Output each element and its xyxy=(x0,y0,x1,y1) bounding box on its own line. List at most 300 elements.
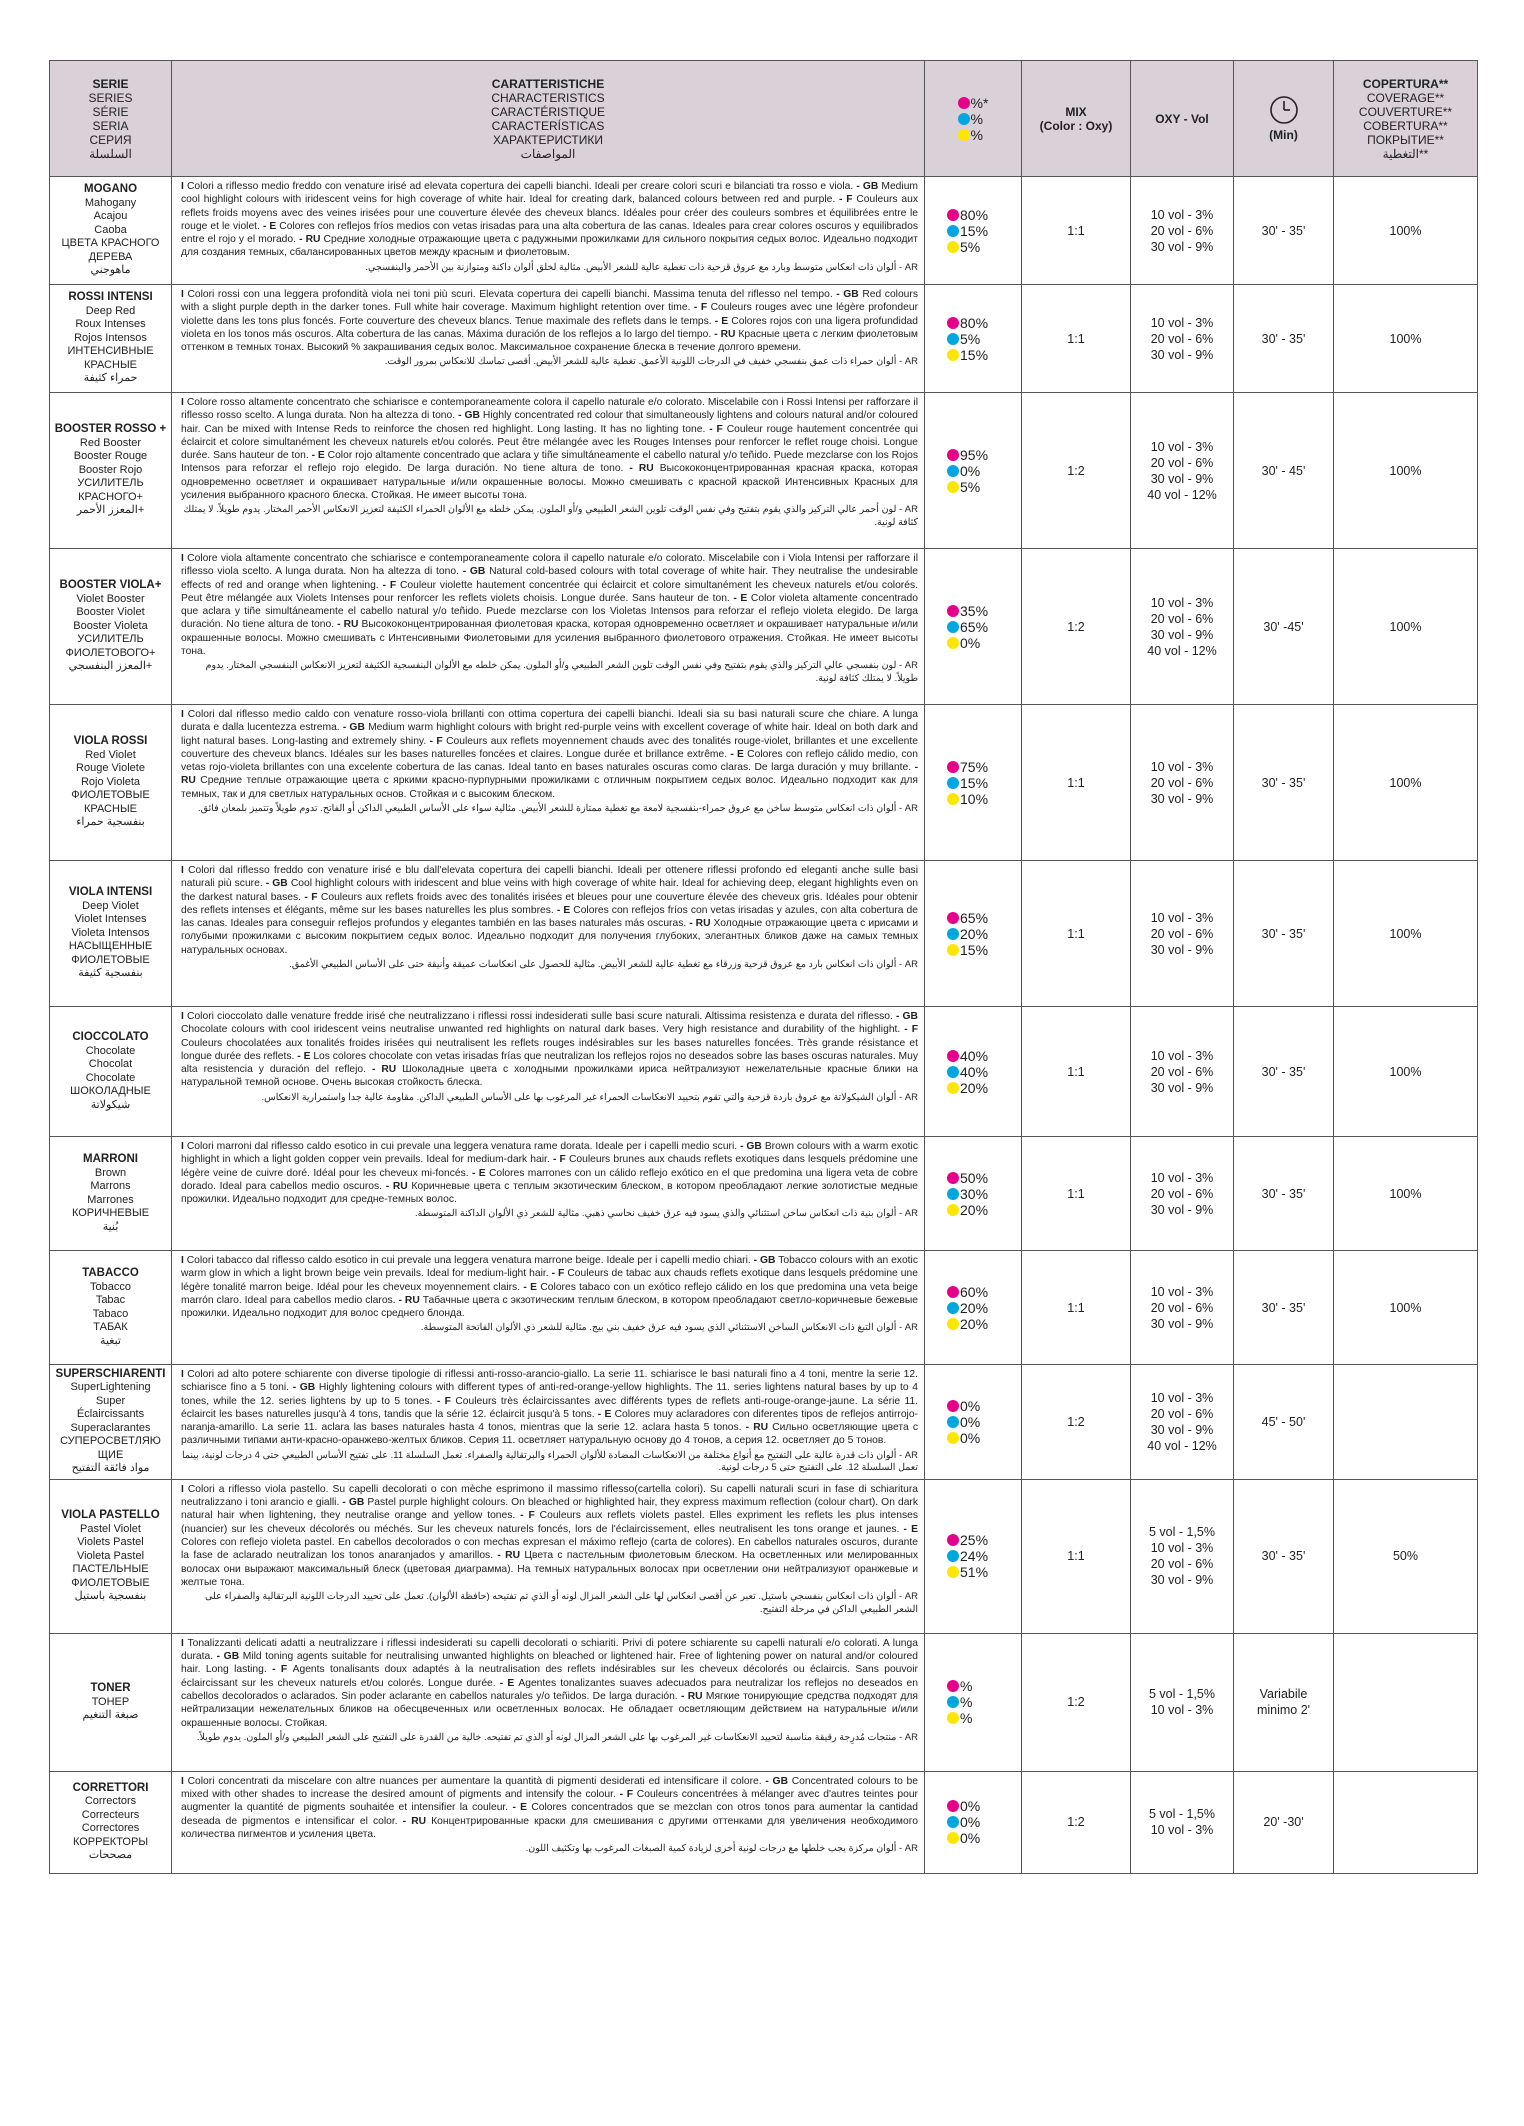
characteristics-text: I Colori cioccolato dalle venature fredde irisé che neutralizzano i riflessi rossi indesiderati sulle basi scure naturali. Altissima resistenza e durata del riflesso. - GB Chocolate colours with cool iridescent veins neutralise unwanted red highlights on natural dark bases. Very high resistance and durability of the highlight. - F Couleurs chocolatées aux tonalités froides irisées qui neutralisent les reflets rouges indésirables sur les bases naturelles foncées. Très grande résistance et longue durée des reflets. - E Los colores chocolate con vetas irisadas frías que neutralizan los reflejos rojos no deseados sobre las bases oscuras naturales. Muy alta resistencia y duración del reflejo. - RU Шоколадные цвета с холодными прожилками ириса нейтрализуют нежелательные красные блики на натуральной темной основе. Очень высокая стойкость блеска. xyxy=(181,1011,919,1089)
mix-ratio: 1:1 xyxy=(1022,177,1131,285)
serie-translation: Violet Intenses xyxy=(74,913,147,926)
header-char-ru: ХАРАКТЕРИСТИКИ xyxy=(492,132,603,147)
serie-translation: Tobacco xyxy=(90,1280,131,1293)
table-row xyxy=(50,177,1478,285)
serie-translation: Rouge Violete xyxy=(76,762,145,775)
serie-translation: المعزز البنفسجي+ xyxy=(68,660,153,673)
pigment-cell xyxy=(925,861,1022,1007)
mix-ratio: 1:1 xyxy=(1022,285,1131,393)
processing-time: 30' - 35' xyxy=(1261,1300,1306,1315)
header-cov-ar: التغطية** xyxy=(1382,146,1429,161)
serie-translation: Marrons xyxy=(90,1180,131,1192)
pigment-cell xyxy=(925,1365,1022,1480)
oxy-volume: 10 vol - 3% xyxy=(1150,439,1214,454)
serie-name: CIOCCOLATO xyxy=(72,1031,149,1043)
oxy-volume: 20 vol - 6% xyxy=(1150,455,1214,470)
serie-translation: حمراء كثيفة xyxy=(83,372,138,385)
serie-cell xyxy=(50,1633,172,1771)
serie-name: VIOLA INTENSI xyxy=(68,886,153,899)
oxy-volume: 20 vol - 6% xyxy=(1150,775,1214,790)
coverage-value: 100% xyxy=(1334,1251,1478,1365)
oxy-volume: 10 vol - 3% xyxy=(1150,207,1214,222)
cyan-dot-icon xyxy=(947,1188,959,1200)
oxy-cell xyxy=(1131,1479,1234,1633)
serie-name: TABACCO xyxy=(82,1267,139,1279)
serie-translation: Correctors xyxy=(84,1795,137,1808)
characteristics-cell xyxy=(172,549,925,705)
serie-cell xyxy=(50,1771,172,1873)
oxy-volume: 30 vol - 9% xyxy=(1150,1080,1214,1095)
characteristics-arabic-text: AR - ألوان ذات قدرة عالية على التفتيح مع أنواع مختلفة من الانعكاسات المضادة للألوان الحمراء والبرتقالية والصفراء. تعمل السلسلة 11. على تفتيح الأساس الطبيعي حتى 4 درجات لونية، بينما تعمل السلسلة 12. على التفتيح حتى 5 درجات لونية. xyxy=(181,1449,918,1474)
pct-magenta: 75% xyxy=(960,758,989,775)
serie-translation: ماهوجني xyxy=(90,264,131,277)
magenta-dot-icon xyxy=(947,209,959,221)
coverage-value: 100% xyxy=(1334,1007,1478,1137)
table-row xyxy=(50,1633,1478,1771)
serie-translation: Pastel Violet xyxy=(80,1522,141,1535)
characteristics-arabic-text: AR - ألوان ذات انعكاس بنفسجي باستيل. تعبر عن أقصى انعكاس لها على الشعر المزال لونه أو الذي تم تفتيحه (حافظة الألوان). تعمل على تحييد الدرجات اللونية البرتقالية والصفراء على الشعر الطبيعي الداكن في مرحلة التفتيح. xyxy=(205,1591,918,1615)
characteristics-text: I Colore viola altamente concentrato che schiarisce e contemporaneamente colora il capello naturale e/o colorato. Miscelabile con i Viola Intensi per rafforzare il riflesso viola scelto. A lunga durata. Non ha altezza di tono. - GB Natural cold-based colours with total coverage of white hair. They neutralise the undesirable effects of red and orange when lightening. - F Couleur violette hautement concentrée qui éclaircit et colore simultanément les cheveux naturels et/ou colorés. Peut être mélangée aux Violets Intenses pour renforcer les reflets violets choisis. Longue durée. Sans hauteur de ton. - E Color violeta altamente concentrado que aclara y tiñe simultáneamente el cabello natural y/o teñido. Puede mezclarse con los Violetas Intensos para reforzar el reflejo violeta elegido. De larga duración. No tiene altura de tono. - RU Высококонцентрированная фиолетовая краска, которая одновременно осветляет и окрашивает натуральные и/или окрашенные волосы. Можно смешивать с Интенсивными Фиолетовыми для усиления выбранного фиолетового отражения. Стойкая. Не имеет высоты тона. xyxy=(181,553,919,658)
table-row xyxy=(50,1251,1478,1365)
serie-translation: بنفسجية باستيل xyxy=(74,1590,147,1603)
table-row xyxy=(50,393,1478,549)
magenta-dot-icon xyxy=(947,1534,959,1546)
header-char-it: CARATTERISTICHE xyxy=(491,76,605,91)
pct-yellow: 20% xyxy=(960,1079,989,1096)
yellow-dot-icon xyxy=(947,1318,959,1330)
serie-cell xyxy=(50,1251,172,1365)
pct-yellow: % xyxy=(960,1710,973,1727)
processing-time-cell xyxy=(1234,1633,1334,1771)
serie-translation: ФИОЛЕТОВЫЕ xyxy=(71,1576,150,1589)
oxy-volume: 30 vol - 9% xyxy=(1150,627,1214,642)
header-pigment-percentages xyxy=(925,61,1022,177)
processing-time: 30' - 35' xyxy=(1261,1549,1306,1564)
cyan-dot-icon xyxy=(947,465,959,477)
serie-translation: КРАСНЫЕ xyxy=(83,802,138,815)
header-char-ar: المواصفات xyxy=(520,146,576,161)
serie-translation: КРАСНОГО+ xyxy=(78,490,143,503)
table-row xyxy=(50,549,1478,705)
characteristics-arabic-text: AR - ألوان مركزة يجب خلطها مع درجات لونية أخرى لزيادة كمية الصبغات المرغوب بها وتكثيف اللون. xyxy=(525,1843,918,1855)
oxy-volume: 30 vol - 9% xyxy=(1150,1202,1214,1217)
serie-translation: КРАСНЫЕ xyxy=(83,358,138,371)
pct-magenta: 50% xyxy=(960,1169,989,1186)
serie-translation: مصححات xyxy=(88,1849,133,1862)
oxy-volume: 10 vol - 3% xyxy=(1150,1048,1214,1063)
header-oxy xyxy=(1131,61,1234,177)
oxy-cell xyxy=(1131,1251,1234,1365)
processing-time: minimo 2' xyxy=(1256,1703,1311,1718)
characteristics-text: I Colori concentrati da miscelare con altre nuances per aumentare la quantità di pigmenti desiderati ed intensificare il colore. - GB Concentrated colours to be mixed with other shades to increase the desired amount of pigments and intensify the colour. - F Couleurs concentrées à mélanger avec d'autres teintes pour augmenter la quantité de pigments souhaitée et intensifier la couleur. - E Colores concentrados que se mezclan con otros tonos para aumentar la cantidad deseada de pigmentos e intensificar el color. - RU Концентрированные краски для смешивания с другими оттенками для увеличения необходимого количества пигментов и усиления цвета. xyxy=(181,1775,918,1840)
oxy-cell xyxy=(1131,177,1234,285)
processing-time: 30' - 35' xyxy=(1261,775,1306,790)
oxy-cell xyxy=(1131,1633,1234,1771)
pigment-cell xyxy=(925,177,1022,285)
yellow-dot-icon xyxy=(947,637,959,649)
oxy-volume: 40 vol - 12% xyxy=(1147,487,1217,502)
serie-translation: Booster Rouge xyxy=(73,450,148,463)
header-serie-fr: SÉRIE xyxy=(92,104,129,119)
serie-cell xyxy=(50,861,172,1007)
characteristics-text: I Colori marroni dal riflesso caldo esotico in cui prevale una leggera venatura rame dorata. Ideale per i capelli medio scuri. - GB Brown colours with a warm exotic highlight in which a light golden copper vein prevails. Ideal for medium-dark hair. - F Couleurs brunes aux chauds reflets exotiques dans lesquels prédomine une légère veine de cuivre doré. Idéal pour les cheveux mi-foncés. - E Colores marrones con un cálido reflejo exótico en el que predomina una ligera veta de cobre dorado. Ideal para cabellos medio oscuros. - RU Коричневые цвета с теплым экзотическим блеском, в котором преобладают легкие золотистые медные прожилки. Идеально подходит для средне-темных волос. xyxy=(181,1141,918,1206)
characteristics-cell xyxy=(172,1479,925,1633)
header-pct-cyan: % xyxy=(970,110,983,127)
characteristics-cell xyxy=(172,1771,925,1873)
characteristics-arabic-text: AR - ألوان ذات انعكاس متوسط ساخن مع عروق حمراء-بنفسجية لامعة مع تغطية ممتازة للشعر الأبيض. مثالية سواء على الأساس الطبيعي الداكن أو الفاتح. تدوم طويلاً وتتميز بلمعان فائق. xyxy=(198,803,918,815)
serie-translation: Rojo Violeta xyxy=(80,775,141,788)
serie-cell xyxy=(50,393,172,549)
processing-time: 30' - 35' xyxy=(1261,223,1306,238)
processing-time: 30' - 35' xyxy=(1261,1186,1306,1201)
serie-translation: ДЕРЕВА xyxy=(88,250,133,263)
oxy-volume: 5 vol - 1,5% xyxy=(1148,1807,1215,1822)
cyan-dot-icon xyxy=(947,1416,959,1428)
serie-cell xyxy=(50,177,172,285)
serie-translation: ФИОЛЕТОВОГО+ xyxy=(65,646,156,659)
yellow-dot-icon xyxy=(947,481,959,493)
mix-ratio: 1:1 xyxy=(1022,1251,1131,1365)
serie-cell xyxy=(50,705,172,861)
serie-cell xyxy=(50,1479,172,1633)
processing-time-cell xyxy=(1234,549,1334,705)
serie-translation: Booster Violeta xyxy=(73,619,148,632)
magenta-dot-icon xyxy=(947,1400,959,1412)
pct-cyan: 65% xyxy=(960,618,989,635)
coverage-value: 100% xyxy=(1334,177,1478,285)
serie-translation: المعزز الأحمر+ xyxy=(76,504,145,517)
oxy-volume: 5 vol - 1,5% xyxy=(1148,1687,1215,1702)
serie-translation: Red Violet xyxy=(85,748,136,761)
characteristics-text: I Tonalizzanti delicati adatti a neutralizzare i riflessi indesiderati su capelli decolorati o schiariti. Privi di potere schiarente su capelli naturali e/o colorati. A lunga durata. - GB Mild toning agents suitable for neutralising unwanted highlights on bleached or lightened hair. Free of lightening power on natural and/or coloured hair. Long lasting. - F Agents tonalisants doux adaptés à la neutralisation des reflets indésirables sur les cheveux décolorés ou éclaircis. Sans pouvoir éclaircissant sur les cheveux naturels et/ou colorés. Longue durée. - E Agentes tonalizantes suaves adecuados para neutralizar los reflejos no deseados en cabellos decolorados o aclarados. Sin poder aclarante en cabellos naturales y/o teñidos. De larga duración. - RU Мягкие тонирующие средства подходят для нейтрализации нежелательных бликов на обесцвеченных или осветленных волосах. Не обладает осветляющим действием на натуральные и/или окрашенные волосы. Стойкая. xyxy=(181,1637,918,1729)
characteristics-cell xyxy=(172,1251,925,1365)
oxy-volume: 20 vol - 6% xyxy=(1150,1186,1214,1201)
table-row xyxy=(50,705,1478,861)
oxy-volume: 10 vol - 3% xyxy=(1150,1823,1214,1838)
header-char-fr: CARACTÉRISTIQUE xyxy=(490,104,605,119)
serie-translation: ИНТЕНСИВНЫЕ xyxy=(67,345,154,358)
cyan-dot-icon xyxy=(947,1550,959,1562)
serie-translation: ПАСТЕЛЬНЫЕ xyxy=(72,1563,149,1576)
magenta-dot-icon xyxy=(958,97,970,109)
table-row xyxy=(50,861,1478,1007)
yellow-dot-icon xyxy=(947,1712,959,1724)
pct-cyan: 5% xyxy=(960,330,981,347)
coverage-value: 100% xyxy=(1334,861,1478,1007)
oxy-cell xyxy=(1131,285,1234,393)
oxy-volume: 30 vol - 9% xyxy=(1150,791,1214,806)
serie-translation: Correctores xyxy=(81,1822,140,1835)
coverage-value: 50% xyxy=(1334,1479,1478,1633)
oxy-volume: 10 vol - 3% xyxy=(1150,910,1214,925)
oxy-cell xyxy=(1131,1365,1234,1480)
processing-time: 30' - 35' xyxy=(1261,926,1306,941)
serie-translation: НАСЫЩЕННЫЕ xyxy=(68,940,153,953)
characteristics-cell xyxy=(172,1633,925,1771)
oxy-volume: 30 vol - 9% xyxy=(1150,239,1214,254)
serie-translation: УСИЛИТЕЛЬ xyxy=(77,633,144,646)
oxy-volume: 10 vol - 3% xyxy=(1150,1390,1214,1405)
serie-translation: ФИОЛЕТОВЫЕ xyxy=(71,789,150,802)
magenta-dot-icon xyxy=(947,1800,959,1812)
processing-time: 45' - 50' xyxy=(1261,1414,1306,1429)
header-cov-ru: ПОКРЫТИЕ** xyxy=(1367,132,1444,147)
magenta-dot-icon xyxy=(947,1680,959,1692)
oxy-cell xyxy=(1131,1007,1234,1137)
serie-translation: УСИЛИТЕЛЬ xyxy=(77,477,144,490)
coverage-value: 100% xyxy=(1334,1137,1478,1251)
magenta-dot-icon xyxy=(947,912,959,924)
mix-ratio: 1:2 xyxy=(1022,549,1131,705)
characteristics-arabic-text: AR - ألوان التبغ ذات الانعكاس الساخن الاستثنائي الذي يسود فيه عرق خفيف بني بيج. مثالية للشعر ذي الألوان الفاتحة المتوسطة. xyxy=(420,1322,918,1334)
header-mix-title: MIX xyxy=(1065,104,1087,119)
header-cov-en: COVERAGE** xyxy=(1366,90,1445,105)
oxy-volume: 10 vol - 3% xyxy=(1150,1170,1214,1185)
serie-translation: Violet Booster xyxy=(76,592,145,605)
magenta-dot-icon xyxy=(947,1050,959,1062)
header-pct-magenta: %* xyxy=(970,94,989,111)
serie-translation: Roux Intenses xyxy=(75,318,146,331)
yellow-dot-icon xyxy=(947,793,959,805)
serie-translation: شيكولاتة xyxy=(90,1098,131,1111)
magenta-dot-icon xyxy=(947,1286,959,1298)
oxy-volume: 5 vol - 1,5% xyxy=(1148,1525,1215,1540)
characteristics-cell xyxy=(172,1007,925,1137)
serie-name: SUPERSCHIARENTI xyxy=(55,1367,166,1380)
magenta-dot-icon xyxy=(947,449,959,461)
magenta-dot-icon xyxy=(947,761,959,773)
oxy-volume: 40 vol - 12% xyxy=(1147,643,1217,658)
characteristics-text: I Colori a riflesso viola pastello. Su capelli decolorati o con mèche esprimono il massimo riflesso(cartella colori). Su capelli naturali scuri in fase di schiaritura neutralizzano i toni arancio e gialli. - GB Pastel purple highlight colours. On bleached or highlighted hair, they express maximum reflection (colour chart). On dark natural hair when lightening, they neutralise orange and yellow tones. - F Couleurs aux reflets violets pastel. Elles expriment les reflets les plus intenses (nuancier) sur les cheveux décolorés ou méchés. Sur les cheveux naturels foncés, lors de l'éclaircissement, elles neutralisent les tons orange et jaunes. - E Colores con reflejo violeta pastel. En cabellos decolorados o con mechas expresan el máximo reflejo (carta de colores). En cabellos naturales oscuros, durante la fase de aclarado neutralizan los tonos anaranjados y amarillos. - RU Цвета с пастельным фиолетовым блеском. На осветленных или мелированных волосах они выражают максимальный блеск (цветовая диаграмма). На темных натуральных волосах при осветлении они нейтрализуют оранжевые и желтые тона. xyxy=(181,1483,918,1588)
serie-translation: Caoba xyxy=(94,223,127,236)
pigment-cell xyxy=(925,1007,1022,1137)
pct-magenta: % xyxy=(960,1678,973,1695)
serie-name: TONER xyxy=(90,1682,131,1695)
serie-translation: КОРРЕКТОРЫ xyxy=(72,1835,149,1848)
serie-name: CORRETTORI xyxy=(72,1781,149,1794)
oxy-volume: 30 vol - 9% xyxy=(1150,1422,1214,1437)
yellow-dot-icon xyxy=(947,1832,959,1844)
oxy-volume: 20 vol - 6% xyxy=(1150,1406,1214,1421)
processing-time-cell xyxy=(1234,1251,1334,1365)
oxy-volume: 10 vol - 3% xyxy=(1150,315,1214,330)
characteristics-arabic-text: AR - منتجات مُدرِجة رقيقة مناسبة لتحييد الانعكاسات غير المرغوب بها على الشعر المزال لونه أو الذي تم تفتيحه. خالية من القدرة على التفتيح على الشعر الطبيعي و/أو الملون. يدوم طويلاً. xyxy=(196,1731,918,1743)
magenta-dot-icon xyxy=(947,1172,959,1184)
mix-ratio: 1:2 xyxy=(1022,1633,1131,1771)
yellow-dot-icon xyxy=(958,129,970,141)
mix-ratio: 1:1 xyxy=(1022,1137,1131,1251)
oxy-volume: 30 vol - 9% xyxy=(1150,471,1214,486)
serie-translation: Éclaircissants xyxy=(76,1408,145,1421)
header-coverage xyxy=(1334,61,1478,177)
processing-time-cell xyxy=(1234,1365,1334,1480)
serie-translation: Brown xyxy=(94,1166,127,1179)
pct-magenta: 0% xyxy=(960,1397,981,1414)
serie-translation: بنفسجية كثيفة xyxy=(78,967,143,980)
serie-translation: Deep Red xyxy=(85,304,136,317)
oxy-cell xyxy=(1131,1771,1234,1873)
coverage-value xyxy=(1334,1771,1478,1873)
pct-cyan: 15% xyxy=(960,222,989,239)
mix-ratio: 1:2 xyxy=(1022,393,1131,549)
serie-translation: ТАБАК xyxy=(93,1321,128,1333)
serie-translation: ШОКОЛАДНЫЕ xyxy=(70,1085,151,1097)
pigment-cell xyxy=(925,1479,1022,1633)
serie-translation: صبغة التنغيم xyxy=(82,1709,139,1722)
cyan-dot-icon xyxy=(947,1302,959,1314)
header-mix xyxy=(1022,61,1131,177)
oxy-volume: 30 vol - 9% xyxy=(1150,1573,1214,1588)
header-pct-yellow: % xyxy=(970,126,983,143)
pct-cyan: 0% xyxy=(960,1814,981,1831)
pct-cyan: % xyxy=(960,1694,973,1711)
characteristics-text: I Colori tabacco dal riflesso caldo esotico in cui prevale una leggera venatura marrone beige. Ideale per i capelli medio chiari. - GB Tobacco colours with an exotic warm glow in which a light brown beige vein prevails. Ideal for medium-light hair. - F Couleurs de tabac aux chauds reflets exotique dans lesquels prédomine une légère tonalité marron beige. Idéal pour les cheveux moyennement clairs. - E Colores tabaco con un exótico reflejo cálido en los que predomina una veta beige marrón claro. Ideal para cabellos medio claros. - RU Табачные цвета с экзотическим теплым блеском, в котором преобладают светло-коричневые бежевые прожилки. Идеально подходит для волос среднего блонда. xyxy=(181,1255,918,1320)
pct-yellow: 15% xyxy=(960,941,989,958)
pct-cyan: 0% xyxy=(960,1413,981,1430)
coverage-value xyxy=(1334,1633,1478,1771)
serie-translation: Super xyxy=(95,1394,126,1407)
serie-translation: КОРИЧНЕВЫЕ xyxy=(71,1207,150,1219)
pct-yellow: 51% xyxy=(960,1564,989,1581)
yellow-dot-icon xyxy=(947,1082,959,1094)
characteristics-cell xyxy=(172,861,925,1007)
processing-time-cell xyxy=(1234,393,1334,549)
characteristics-arabic-text: AR - ألوان ذات انعكاس بارد مع عروق قزحية وزرقاء مع تغطية عالية للشعر الأبيض. مثالية للحصول على انعكاسات عميقة وأنيقة حتى على الأساس الطبيعي الأغمق. xyxy=(289,959,918,971)
serie-translation: Chocolate xyxy=(85,1044,136,1057)
yellow-dot-icon xyxy=(947,241,959,253)
serie-translation: Marrones xyxy=(87,1193,134,1206)
oxy-volume: 10 vol - 3% xyxy=(1150,1541,1214,1556)
processing-time-cell xyxy=(1234,861,1334,1007)
oxy-cell xyxy=(1131,861,1234,1007)
pigment-cell xyxy=(925,549,1022,705)
cyan-dot-icon xyxy=(947,621,959,633)
cyan-dot-icon xyxy=(947,1816,959,1828)
serie-translation: ФИОЛЕТОВЫЕ xyxy=(71,953,150,966)
pct-yellow: 5% xyxy=(960,238,981,255)
serie-translation: بُنية xyxy=(102,1220,119,1233)
serie-translation: SuperLightening xyxy=(70,1381,151,1394)
header-serie-it: SERIE xyxy=(92,76,129,91)
characteristics-cell xyxy=(172,177,925,285)
cyan-dot-icon xyxy=(947,928,959,940)
serie-translation: Violets Pastel xyxy=(77,1536,144,1549)
cyan-dot-icon xyxy=(947,225,959,237)
yellow-dot-icon xyxy=(947,944,959,956)
pct-cyan: 0% xyxy=(960,462,981,479)
header-serie-es: SERIA xyxy=(92,118,129,133)
header-mix-subtitle: (Color : Oxy) xyxy=(1039,118,1113,133)
pct-cyan: 15% xyxy=(960,774,989,791)
pigment-cell xyxy=(925,1771,1022,1873)
pigment-cell xyxy=(925,285,1022,393)
pigment-cell xyxy=(925,1137,1022,1251)
oxy-volume: 20 vol - 6% xyxy=(1150,331,1214,346)
serie-name: BOOSTER VIOLA+ xyxy=(59,579,162,592)
serie-name: MOGANO xyxy=(83,183,138,196)
characteristics-cell xyxy=(172,1365,925,1480)
product-table-sheet xyxy=(49,60,1478,1874)
characteristics-arabic-text: AR - ألوان الشيكولاتة مع عروق باردة قزحية والتي تقوم بتحييد الانعكاسات الحمراء غير المرغوب بها على الأساس الطبيعي الداكن. مقاومة عالية جدا واستمرارية الانعكاس. xyxy=(261,1091,918,1103)
header-time xyxy=(1234,61,1334,177)
pct-magenta: 35% xyxy=(960,602,989,619)
table-row xyxy=(50,1479,1478,1633)
serie-translation: Rojos Intensos xyxy=(74,331,147,344)
serie-translation: СУПЕРОСВЕТЛЯЮ xyxy=(60,1435,161,1448)
pct-magenta: 80% xyxy=(960,314,989,331)
table-row xyxy=(50,285,1478,393)
oxy-volume: 10 vol - 3% xyxy=(1150,595,1214,610)
oxy-volume: 10 vol - 3% xyxy=(1150,759,1214,774)
serie-translation: بنفسجية حمراء xyxy=(76,816,145,829)
header-char-en: CHARACTERISTICS xyxy=(491,90,605,105)
header-cov-es: COBERTURA** xyxy=(1363,118,1448,133)
serie-name: VIOLA PASTELLO xyxy=(61,1509,160,1522)
oxy-cell xyxy=(1131,1137,1234,1251)
coverage-value: 100% xyxy=(1334,549,1478,705)
header-serie-en: SERIES xyxy=(88,90,133,105)
yellow-dot-icon xyxy=(947,1204,959,1216)
serie-translation: Violeta Pastel xyxy=(76,1549,145,1562)
processing-time-cell xyxy=(1234,177,1334,285)
cyan-dot-icon xyxy=(947,1066,959,1078)
cyan-dot-icon xyxy=(958,113,970,125)
serie-translation: Booster Violet xyxy=(76,606,145,619)
oxy-volume: 20 vol - 6% xyxy=(1150,611,1214,626)
cyan-dot-icon xyxy=(947,777,959,789)
processing-time: 30' - 35' xyxy=(1261,331,1306,346)
characteristics-text: I Colori ad alto potere schiarente con diverse tipologie di riflessi anti-rosso-arancio-giallo. La serie 11. schiarisce le basi naturali fino a 4 toni, mentre la serie 12. schiarisce fino a 5 toni. - GB Highly lightening colours with different types of anti-red-orange-yellow highlights. The 11. series lightens natural bases by up to 4 tones, while the 12. series lightens by up to 5 tones. - F Couleurs très éclaircissantes avec différents types de reflets anti-rouge-orange-jaune. La série 11. éclaircit les bases naturelles jusqu'à 4 tons, tandis que la série 12. éclaircit jusqu'à 5 tons. - E Colores muy aclaradores con diferentes tipos de reflejos antirrojo-naranja-amarillo. La serie 11. aclara las bases naturales hasta 4 tonos, mientras que la serie 12. aclara hasta 5 tonos. - RU Сильно осветляющие цвета с различными типами анти-красно-оранжево-желтых бликов. Серия 11. осветляет натуральную основу до 4 тонов, а серия 12. осветляет до 5 тонов. xyxy=(181,1369,918,1447)
characteristics-text: I Colori dal riflesso medio caldo con venature rosso-viola brillanti con ottima copertura dei capelli bianchi. Ideali sia su basi naturali scure che chiare. A lunga durata e dalla lucentezza estrema. - GB Medium warm highlight colours with bright red-purple veins with excellent coverage of white hair. Ideal on both dark and light natural bases. Long-lasting and extremely shiny. - F Couleurs aux reflets moyennement chauds avec des tonalités rouge-violet, brillantes et une excellente couverture des cheveux blancs. Idéales sur les bases naturelles foncées et claires. Longue durée et brillance extrême. - E Colores con reflejo cálido medio, con vetas rojo-violeta brillantes con una excelente cobertura de las canas. Ideal tanto en bases naturales oscuras como claras. De larga duración y muy brillante. - RU Средние теплые отражающие цвета с яркими красно-пурпурными прожилками с отличным покрытием седых волос. Идеально подходит как для темных, так и для светлых натуральных основ. Стойкая и с высоким блеском. xyxy=(181,709,919,800)
characteristics-text: I Colori rossi con una leggera profondità viola nei toni più scuri. Elevata copertura dei capelli bianchi. Massima tenuta del riflesso nel tempo. - GB Red colours with a slight purple depth in the darker tones. Full white hair coverage. Maximum highlight retention over time. - F Couleurs rouges avec une légère profondeur violette dans les tons plus foncés. Forte couverture des cheveux blancs. Tenue maximale des reflets dans le temps. - E Colores rojos con una ligera profundidad violeta en los tonos más oscuros. Alta cobertura de las canas. Máxima duración de los reflejos a lo largo del tiempo. - RU Красные цвета с легким фиолетовым оттенком в темных тонах. Высокий % закрашивания седых волос. Максимальное сохранение блеска в течение долгого времени. xyxy=(181,289,918,354)
processing-time: 30' - 45' xyxy=(1261,463,1306,478)
processing-time: 30' -45' xyxy=(1263,619,1304,634)
pct-yellow: 20% xyxy=(960,1201,989,1218)
coverage-value: 100% xyxy=(1334,705,1478,861)
table-row xyxy=(50,1007,1478,1137)
serie-name: ROSSI INTENSI xyxy=(68,291,153,304)
oxy-volume: 30 vol - 9% xyxy=(1150,1316,1214,1331)
processing-time-cell xyxy=(1234,1771,1334,1873)
pct-magenta: 60% xyxy=(960,1283,989,1300)
table-row xyxy=(50,1137,1478,1251)
characteristics-text: I Colori dal riflesso freddo con venature irisé e blu dall'elevata copertura dei capelli bianchi. Ideali per ottenere riflessi profondo ed eleganti anche sulle basi naturali più scure. - GB Cool highlight colours with iridescent and blue veins with high coverage of white hair. Ideal for achieving deep, elegant highlights even on the darkest natural bases. - F Couleurs aux reflets froids avec des tonalités irisées et bleues pour une couverture élevée des cheveux gris. Idéales pour obtenir des reflets intenses et élégants, même sur les bases naturelles les plus sombres. - E Colores con reflejos fríos con vetas irisadas y azules, con alta cobertura de las canas. Ideales para conseguir reflejos profundos y elegantes también en las bases naturales más oscuras. - RU Холодные отражающие цвета с ирисами и голубыми прожилками с высоким покрытием седых волос. Идеально подходит для получения глубоких, элегантных бликов даже на самых темных натуральных основах. xyxy=(181,865,919,956)
serie-translation: Mahogany xyxy=(84,196,137,209)
table-row xyxy=(50,1365,1478,1480)
serie-translation: ЦВЕТА КРАСНОГО xyxy=(61,237,160,250)
header-serie-ar: السلسلة xyxy=(89,146,132,161)
serie-translation: مواد فائقة التفتيح xyxy=(71,1462,150,1475)
serie-translation: Chocolate xyxy=(85,1071,136,1084)
characteristics-cell xyxy=(172,1137,925,1251)
oxy-volume: 20 vol - 6% xyxy=(1150,1557,1214,1572)
serie-name: MARRONI xyxy=(83,1153,138,1165)
mix-ratio: 1:1 xyxy=(1022,705,1131,861)
processing-time-cell xyxy=(1234,1007,1334,1137)
oxy-cell xyxy=(1131,393,1234,549)
serie-translation: Deep Violet xyxy=(82,899,139,912)
pct-magenta: 95% xyxy=(960,446,989,463)
yellow-dot-icon xyxy=(947,349,959,361)
mix-ratio: 1:1 xyxy=(1022,861,1131,1007)
characteristics-arabic-text: AR - ألوان ذات انعكاس متوسط وبارد مع عروق قزحية ذات تغطية عالية للشعر الأبيض. مثالية لخلق ألوان داكنة ومتوازنة بين الأحمر والبنفسجي. xyxy=(365,261,918,273)
processing-time: 30' - 35' xyxy=(1261,1064,1306,1079)
serie-cell xyxy=(50,1007,172,1137)
pct-magenta: 0% xyxy=(960,1798,981,1815)
pct-magenta: 40% xyxy=(960,1047,989,1064)
oxy-volume: 20 vol - 6% xyxy=(1150,926,1214,941)
pigment-cell xyxy=(925,1251,1022,1365)
